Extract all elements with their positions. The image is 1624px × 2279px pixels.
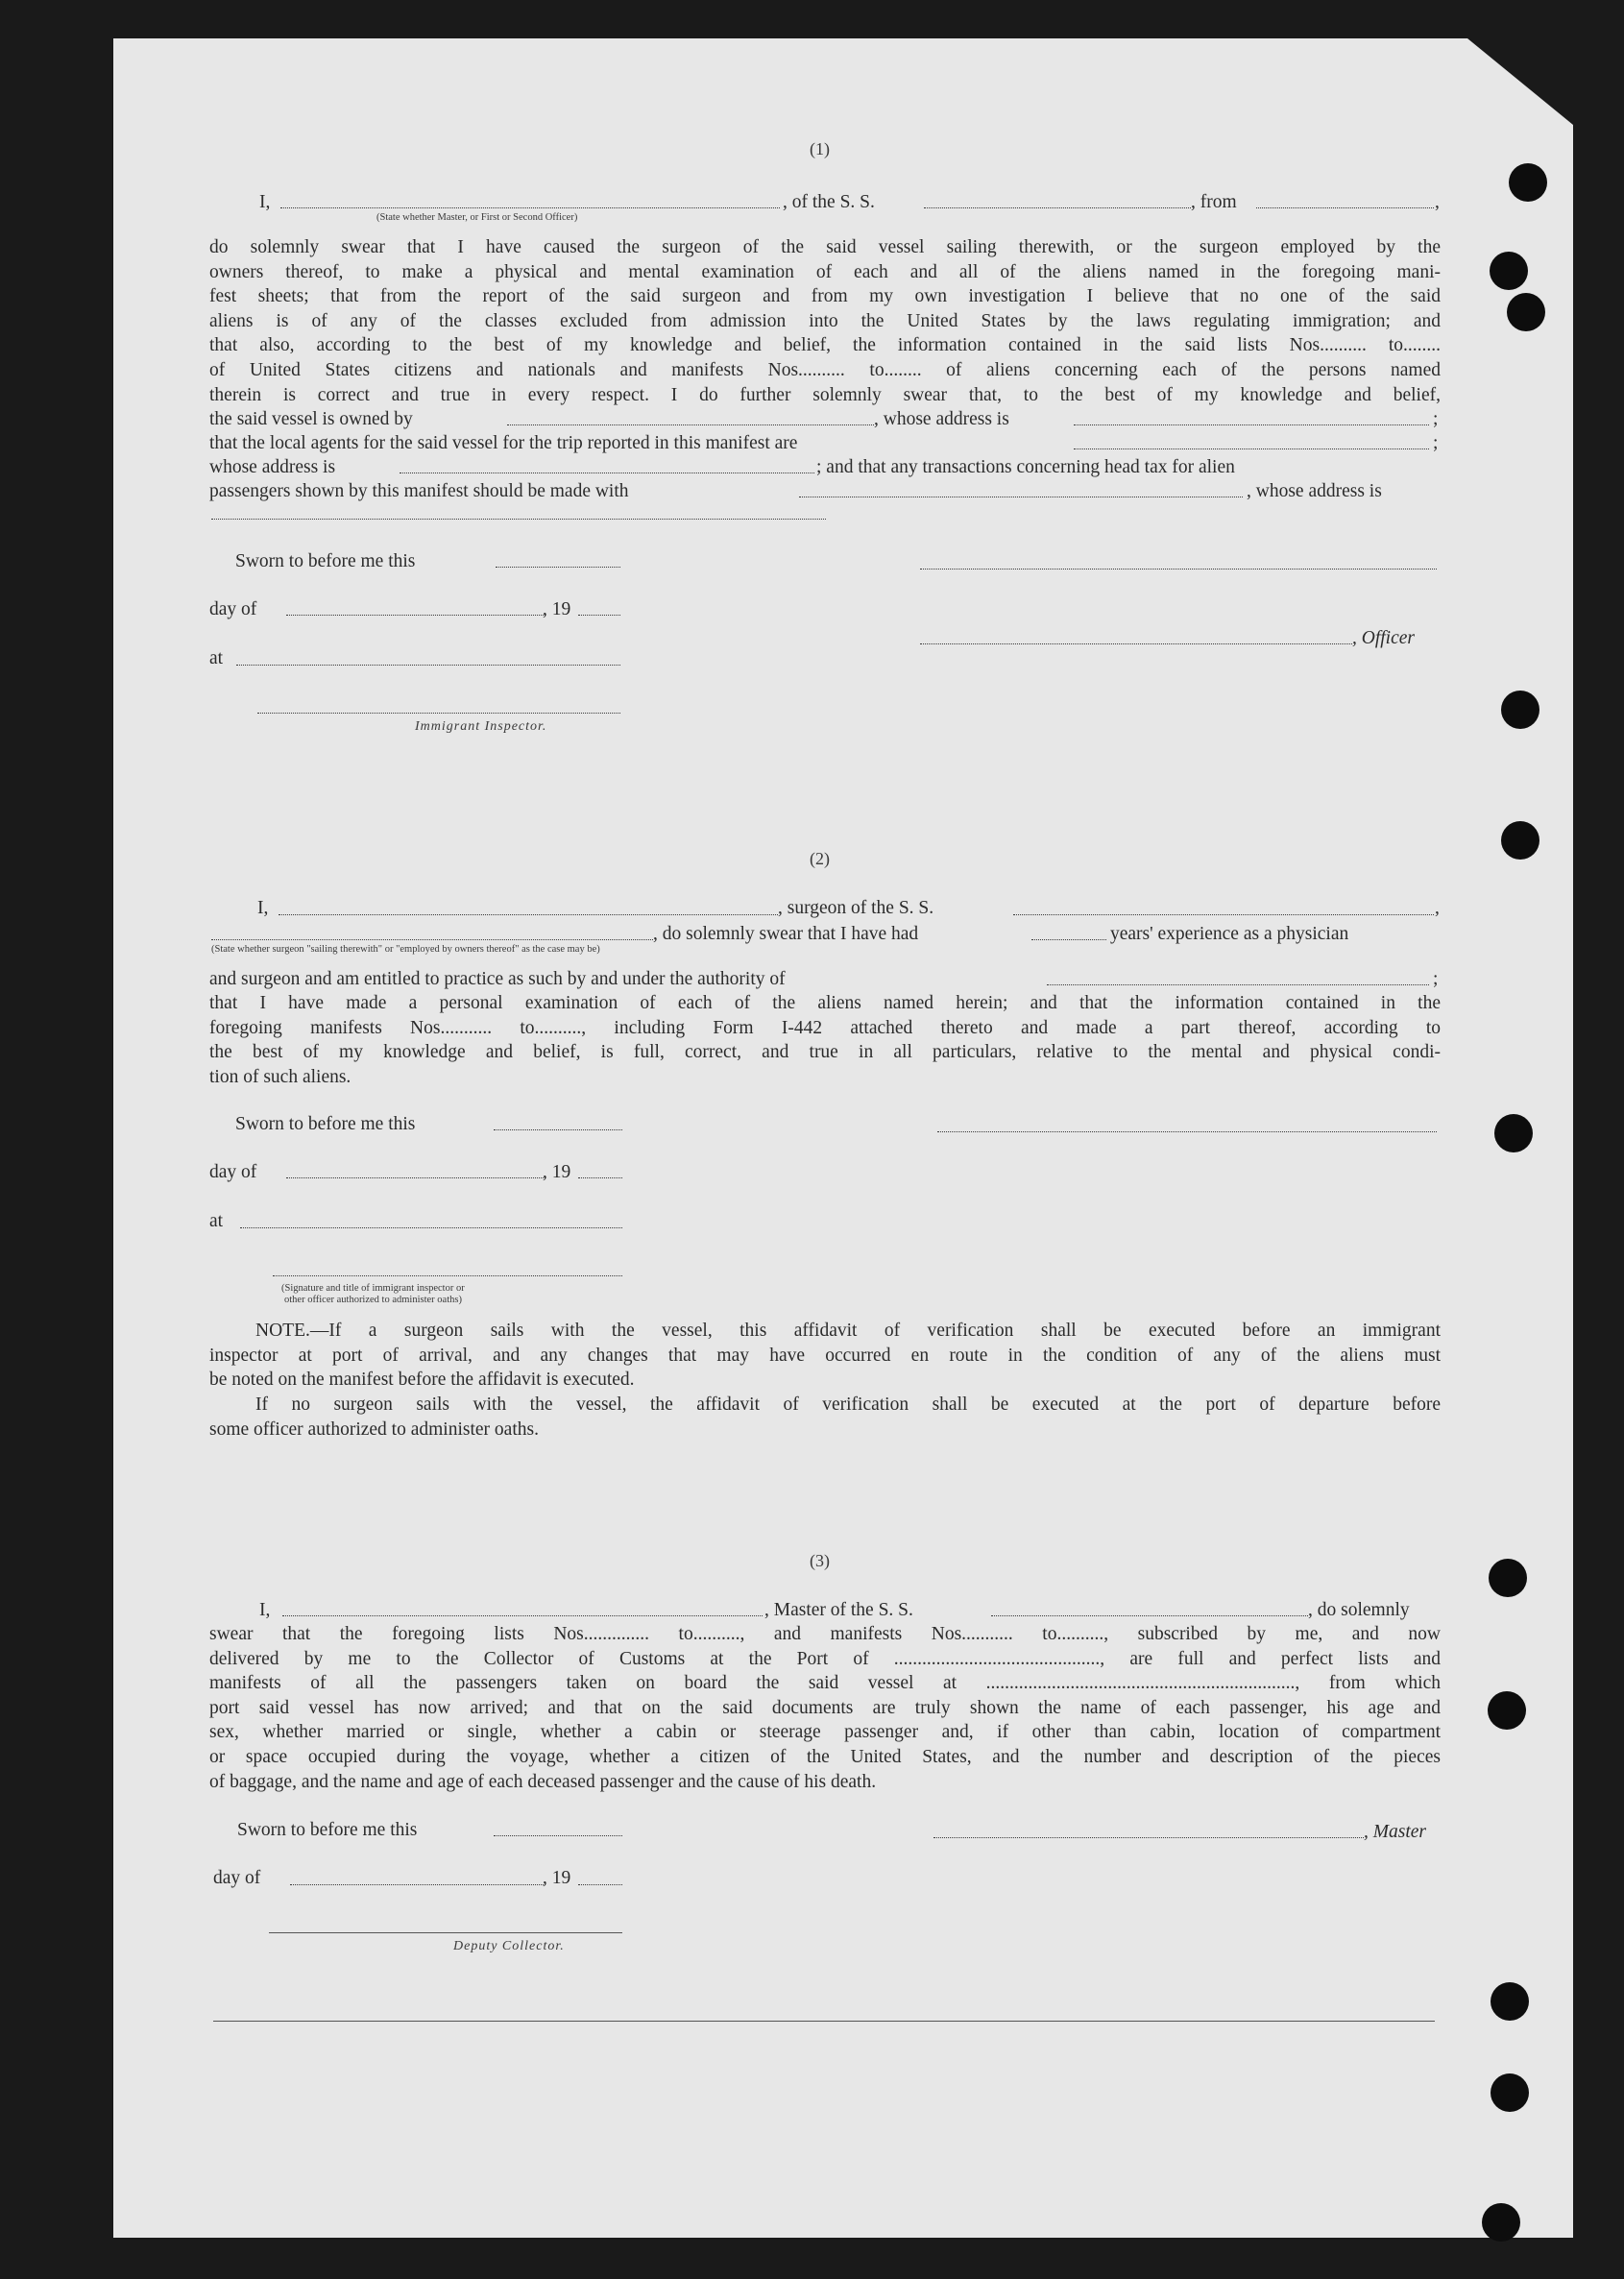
- s1-whose-address-3: , whose address is: [1247, 481, 1382, 501]
- punch-hole: [1491, 1982, 1529, 2021]
- s1-i: I,: [259, 192, 271, 212]
- punch-hole: [1491, 2073, 1529, 2112]
- s3-do-solemnly: , do solemnly: [1308, 1600, 1410, 1620]
- s2-sworn: Sworn to before me this: [235, 1114, 416, 1134]
- s1-19: , 19: [543, 599, 571, 619]
- s2-body-line: foregoing manifests Nos........... to.........., including Form I-442 attached thereto and made a part thereof, according to: [209, 1017, 1441, 1038]
- s1-sworn: Sworn to before me this: [235, 551, 416, 571]
- punch-hole: [1494, 1114, 1533, 1152]
- s1-body-line: do solemnly swear that I have caused the surgeon of the said vessel sailing therewith, or the surgeon employed by the: [209, 237, 1441, 257]
- punch-hole: [1501, 691, 1539, 729]
- s1-body-line: of United States citizens and nationals and manifests Nos.......... to........ of aliens concerning each of the persons named: [209, 359, 1441, 380]
- s1-body-line: aliens is of any of the classes excluded from admission into the United States by the laws regulating immigration; and: [209, 310, 1441, 331]
- s1-day-field: [286, 615, 545, 616]
- s3-body-line: delivered by me to the Collector of Customs at the Port of ............................................, are full and perfect lists and: [209, 1648, 1441, 1669]
- s1-from-field: [1256, 207, 1434, 208]
- s2-19: , 19: [543, 1162, 571, 1182]
- punch-hole: [1489, 1559, 1527, 1597]
- s1-semicolon: ;: [1433, 409, 1439, 429]
- s1-day-of: day of: [209, 599, 257, 619]
- s2-at: at: [209, 1211, 224, 1231]
- s1-at: at: [209, 648, 224, 668]
- s3-master-label: , Master: [1364, 1822, 1426, 1842]
- s2-note: [209, 1319, 1441, 1393]
- s1-at-field: [236, 665, 620, 666]
- s1-hint: (State whether Master, or First or Second Officer): [376, 212, 578, 223]
- s2-year-field: [578, 1177, 622, 1178]
- s3-day-field: [290, 1884, 545, 1885]
- s2-signature-field: [937, 1131, 1437, 1132]
- s2-comma: ,: [1435, 898, 1440, 918]
- punch-hole: [1509, 163, 1547, 202]
- s1-body-line: owners thereof, to make a physical and mental examination of each and all of the aliens named in the foregoing mani-: [209, 261, 1441, 282]
- s2-note-line: NOTE.—If a surgeon sails with the vessel, this affidavit of verification shall be executed before an immigrant: [255, 1321, 1441, 1341]
- s3-master-name-field: [282, 1615, 763, 1616]
- s1-inspector-label: Immigrant Inspector.: [415, 719, 547, 734]
- s2-note2-line: If no surgeon sails with the vessel, the affidavit of verification shall be executed at the port of departure before: [255, 1394, 1441, 1415]
- s1-body-line: therein is correct and true in every respect. I do further solemnly swear that, to the best of my knowledge and belief,: [209, 384, 1441, 405]
- s1-whose-address: , whose address is: [874, 409, 1009, 429]
- s3-deputy-label: Deputy Collector.: [453, 1939, 565, 1953]
- s2-day-of: day of: [209, 1162, 257, 1182]
- s1-whose-address-2: whose address is: [209, 457, 336, 477]
- s3-body-line: port said vessel has now arrived; and that on the said documents are truly shown the name of each passenger, his age and: [209, 1697, 1441, 1718]
- s1-owned-by: the said vessel is owned by: [209, 409, 413, 429]
- s1-comma: ,: [1435, 192, 1440, 212]
- s2-sailing-field: [211, 939, 653, 940]
- s1-agents: that the local agents for the said vessel for the trip reported in this manifest are: [209, 433, 798, 453]
- section-3-heading: (3): [810, 1551, 830, 1570]
- s1-sworn-field: [496, 567, 620, 568]
- s1-year-field: [578, 615, 620, 616]
- s2-surgeon-of-ss: , surgeon of the S. S.: [778, 898, 934, 918]
- s1-head-tax: ; and that any transactions concerning head tax for alien: [816, 457, 1235, 477]
- s3-master-signature-field: [933, 1837, 1364, 1838]
- s3-master-of-ss: , Master of the S. S.: [764, 1600, 913, 1620]
- s3-body-line: or space occupied during the voyage, whether a citizen of the United States, and the number and description of the pieces: [209, 1746, 1441, 1767]
- s2-day-field: [286, 1177, 545, 1178]
- s2-years-experience: years' experience as a physician: [1110, 924, 1349, 944]
- s2-at-field: [240, 1227, 622, 1228]
- s3-year-field: [578, 1884, 622, 1885]
- s3-body-line: manifests of all the passengers taken on board the said vessel at .................................................................., from which: [209, 1673, 1441, 1694]
- s2-body-line: that I have made a personal examination of each of the aliens named herein; and that the information contained in the: [209, 993, 1441, 1013]
- s1-officer-label: , Officer: [1352, 628, 1415, 648]
- s1-vessel-name-field: [924, 207, 1191, 208]
- s2-note2-line: some officer authorized to administer oaths.: [209, 1418, 539, 1440]
- s1-officer-signature-field: [920, 643, 1352, 644]
- s3-19: , 19: [543, 1868, 571, 1888]
- s3-sworn: Sworn to before me this: [237, 1820, 418, 1840]
- s2-hint: (State whether surgeon "sailing therewith" or "employed by owners thereof" as the case may be): [211, 944, 600, 955]
- s2-authority: and surgeon and am entitled to practice as such by and under the authority of: [209, 969, 786, 989]
- s1-inspector-signature-field: [257, 713, 620, 714]
- s2-caption-1: (Signature and title of immigrant inspector or: [281, 1283, 465, 1294]
- s3-body-line: sex, whether married or single, whether a cabin or steerage passenger and, if other than cabin, location of compartment: [209, 1722, 1441, 1743]
- bleed-through-text: [430, 158, 1487, 197]
- s1-officer-name-field: [280, 207, 780, 208]
- s2-body-line: the best of my knowledge and belief, is full, correct, and true in all particulars, relative to the mental and physical condi-: [209, 1042, 1441, 1063]
- s2-note-line: inspector at port of arrival, and any changes that may have occurred en route in the condition of any of the aliens must: [209, 1345, 1441, 1366]
- s3-vessel-field: [991, 1615, 1308, 1616]
- s1-passengers: passengers shown by this manifest should be made with: [209, 481, 629, 501]
- punch-hole: [1482, 2203, 1520, 2242]
- s3-body-line: swear that the foregoing lists Nos.............. to.........., and manifests Nos........... to.........., subscribed by me, and now: [209, 1624, 1441, 1644]
- s2-do-solemnly: , do solemnly swear that I have had: [653, 924, 919, 944]
- s2-vessel-field: [1013, 914, 1434, 915]
- punch-hole: [1501, 821, 1539, 860]
- s2-inspector-signature-field: [273, 1275, 622, 1276]
- punch-hole: [1507, 293, 1545, 331]
- s1-semicolon: ;: [1433, 433, 1439, 453]
- s2-note-line: be noted on the manifest before the affidavit is executed.: [209, 1370, 635, 1391]
- s2-body: [209, 991, 1441, 1089]
- bottom-rule: [213, 2021, 1435, 2022]
- s3-body: [209, 1622, 1441, 1794]
- punch-hole: [1490, 252, 1528, 290]
- s3-sworn-field: [494, 1835, 622, 1836]
- punch-hole: [1488, 1691, 1526, 1730]
- s3-day-of: day of: [213, 1868, 261, 1888]
- s3-i: I,: [259, 1600, 271, 1620]
- s2-caption-2: other officer authorized to administer oaths): [284, 1295, 462, 1305]
- s2-surgeon-name-field: [279, 914, 778, 915]
- s1-head-tax-address-field: [211, 519, 826, 520]
- s1-body-line: that also, according to the best of my knowledge and belief, the information contained in the said lists Nos.......... to........: [209, 335, 1441, 356]
- s2-sworn-field: [494, 1129, 622, 1130]
- s2-i: I,: [257, 898, 269, 918]
- s3-deputy-signature-field: [269, 1932, 622, 1933]
- s2-authority-field: [1047, 984, 1429, 985]
- s1-owner-address-field: [1074, 424, 1429, 425]
- s2-body-line: tion of such aliens.: [209, 1066, 351, 1087]
- section-2-heading: (2): [810, 849, 830, 868]
- s2-note-2: [209, 1393, 1441, 1442]
- s2-years-field: [1031, 939, 1106, 940]
- s2-semicolon: ;: [1433, 969, 1439, 989]
- section-1-heading: (1): [810, 139, 830, 158]
- s1-body-line: fest sheets; that from the report of the said surgeon and from my own investigation I believe that no one of the said: [209, 286, 1441, 307]
- s3-body-line: of baggage, and the name and age of each deceased passenger and the cause of his death.: [209, 1771, 877, 1792]
- s1-of-ss: , of the S. S.: [783, 192, 875, 212]
- s1-from: , from: [1191, 192, 1237, 212]
- s1-body: [209, 235, 1441, 407]
- s1-signature-field: [920, 569, 1437, 570]
- s1-owner-field: [507, 424, 874, 425]
